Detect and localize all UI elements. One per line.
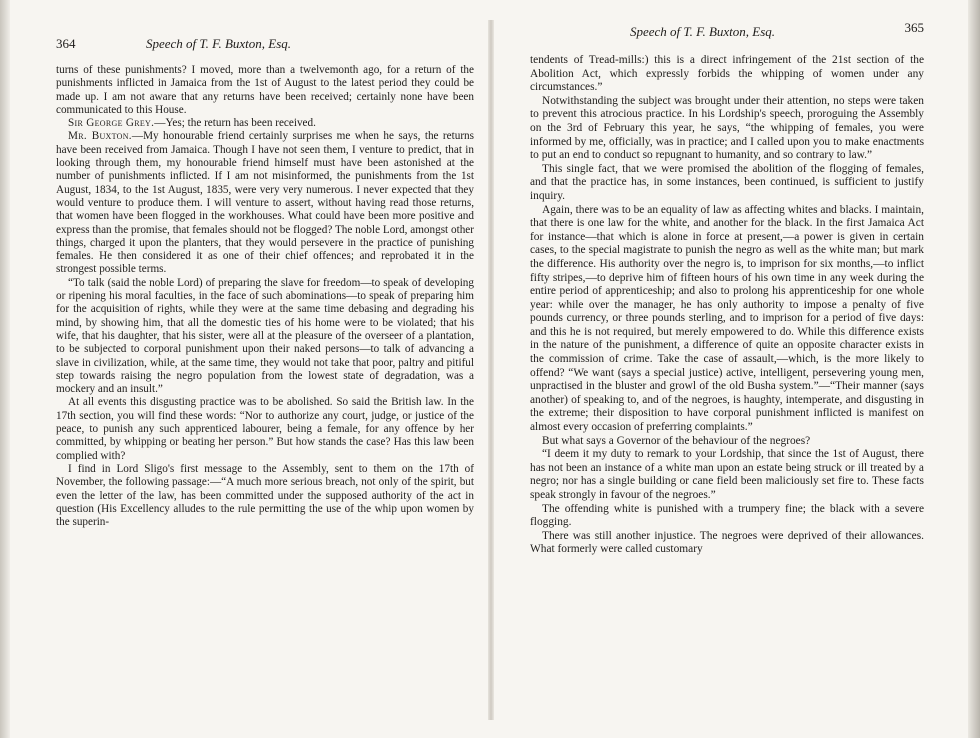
paragraph: This single fact, that we were promised the abolition of the flogging of females, and that the practice has, in some instances, been continued, is sufficient to justify inquiry. <box>530 162 924 202</box>
left-page <box>56 36 474 529</box>
left-running-title: Speech of T. F. Buxton, Esq. <box>146 36 292 51</box>
left-running-head <box>56 36 474 58</box>
right-body-text <box>530 54 924 557</box>
paragraph: At all events this disgusting practice was to be abolished. So said the British law. In the 17th section, you will find these words: “Nor to authorize any court, judge, or justice of the peace, to punish any such apprenticed labourer, being a female, for any offence by her committed, by whipping or beating her person.” But how stands the case? Has this law been complied with? <box>56 396 474 462</box>
left-page-number: 364 <box>56 36 76 51</box>
paragraph: I find in Lord Sligo's first message to the Assembly, sent to them on the 17th of November, the following passage:—“A much more serious breach, not only of the spirit, but even the letter of the law, has been committed under the supposed authority of the act in question (His Excellency alludes to the rule permitting the use of the whip upon women by the superin- <box>56 462 474 529</box>
paragraph: Again, there was to be an equality of law as affecting whites and blacks. I maintain, that there is one law for the white, and another for the black. In the first Jamaica Act for instance—that which is alone in force at present,—a power is given in certain cases, to the special magistrate to punish the negro as well as the white man; but mark the difference. His authority over the negro is, to imprison for six months,—to inflict fifty stripes,—to deprive him of fifteen hours of his own time in any week during the entire period of apprenticeship; and also to prolong his apprenticeship for one whole year: while over the manager, he has only authority to impose a penalty of five pounds currency, or three pounds sterling, and to imprison for a period of five days: and this he is not required, but merely empowered to do. While this difference exists in the nature of the punishment, a difference of quite an opposite character exists in the commission of crime. Take the case of assault,—which, is the more likely to offend? “We want (says a special justice) active, intelligent, persevering young men, unpractised in the bluster and growl of the old Busha system.”—“Their manner (says another) of speaking to, and of the negroes, is haughty, intemperate, and disgusting in the extreme; their disposition to have corporal punishment inflicted is manifest on almost every occasion of preferring complaints.” <box>530 203 924 434</box>
paragraph: turns of these punishments? I moved, more than a twelvemonth ago, for a return of the punishments inflicted in Jamaica from the 1st of August to the latest period they could be made up. I am not aware that any returns have been received; certainly none have been communicated to this House. <box>56 64 474 116</box>
left-page-edge <box>0 0 10 738</box>
paragraph: Mr. Buxton.—My honourable friend certainly surprises me when he says, the returns have been received from Jamaica. Though I have not seen them, I venture to predict, that in looking through them, my honourable friend himself must have been astonished at the number of punishments inflicted. If I am not misinformed, the punishments from the 1st August, 1834, to the 1st August, 1835, were very very numerous. I never expected that they would venture to produce them. I will venture to assert, without having read those returns, that women have been flogged in the workhouses. What could have been more positive and express than the promise, that females should not be flogged? The noble Lord, amongst other things, charged it upon the planters, that they would persevere in the practice of punishing females. He then considered it as one of their chief offences; and reprobated it in the strongest possible terms. <box>56 130 474 276</box>
right-page-edge <box>968 0 980 738</box>
paragraph: “To talk (said the noble Lord) of preparing the slave for freedom—to speak of developing or ripening his moral faculties, in the face of such abominations—to speak of preparing him for the acquisition of rights, while they were at the same time debasing and degrading his mind, by showing him, that all the domestic ties of his home were to be violated; that his wife, that his daughter, that his sister, were all at the pleasure of the overseer of a plantation, to be subjected to corporal punishment upon their naked persons—to talk of advancing a slave in civilization, while, at the same time, they would not take that poor, paltry and pitiful step towards raising the negro population from the lowest state of degradation, was a mockery and an insult.” <box>56 276 474 396</box>
paragraph: tendents of Tread-mills:) this is a direct infringement of the 21st section of the Abolition Act, which expressly forbids the whipping of women under any circumstances.” <box>530 54 924 94</box>
paragraph: “I deem it my duty to remark to your Lordship, that since the 1st of August, there has not been an instance of a white man upon an estate being struck or ill treated by a negro; nor has a single building or cane field been maliciously set fire to. These facts speak strongly in favour of the negroes.” <box>530 448 924 501</box>
book-gutter <box>488 20 494 720</box>
speaker-name: Sir George Grey. <box>68 117 155 130</box>
paragraph: Notwithstanding the subject was brought under their attention, no steps were taken to prevent this atrocious practice. In his Lordship's speech, proroguing the Assembly on the 3rd of February this year, he says, “the whipping of females, you were informed by me, officially, was in practice; and I called upon you to make enactments to put an end to conduct so repugnant to humanity, and so contrary to law.” <box>530 94 924 162</box>
paragraph: There was still another injustice. The negroes were deprived of their allowances. What formerly were called customary <box>530 529 924 556</box>
right-page-number: 365 <box>904 20 924 35</box>
speaker-name: Mr. Buxton. <box>68 130 132 143</box>
paragraph: The offending white is punished with a trumpery fine; the black with a severe flogging. <box>530 502 924 529</box>
right-running-title: Speech of T. F. Buxton, Esq. <box>630 24 776 39</box>
right-page <box>530 20 924 557</box>
left-body-text <box>56 64 474 529</box>
paragraph: But what says a Governor of the behaviour of the negroes? <box>542 434 811 447</box>
right-running-head <box>530 20 924 42</box>
paragraph: Sir George Grey.—Yes; the return has been received. <box>68 117 316 130</box>
